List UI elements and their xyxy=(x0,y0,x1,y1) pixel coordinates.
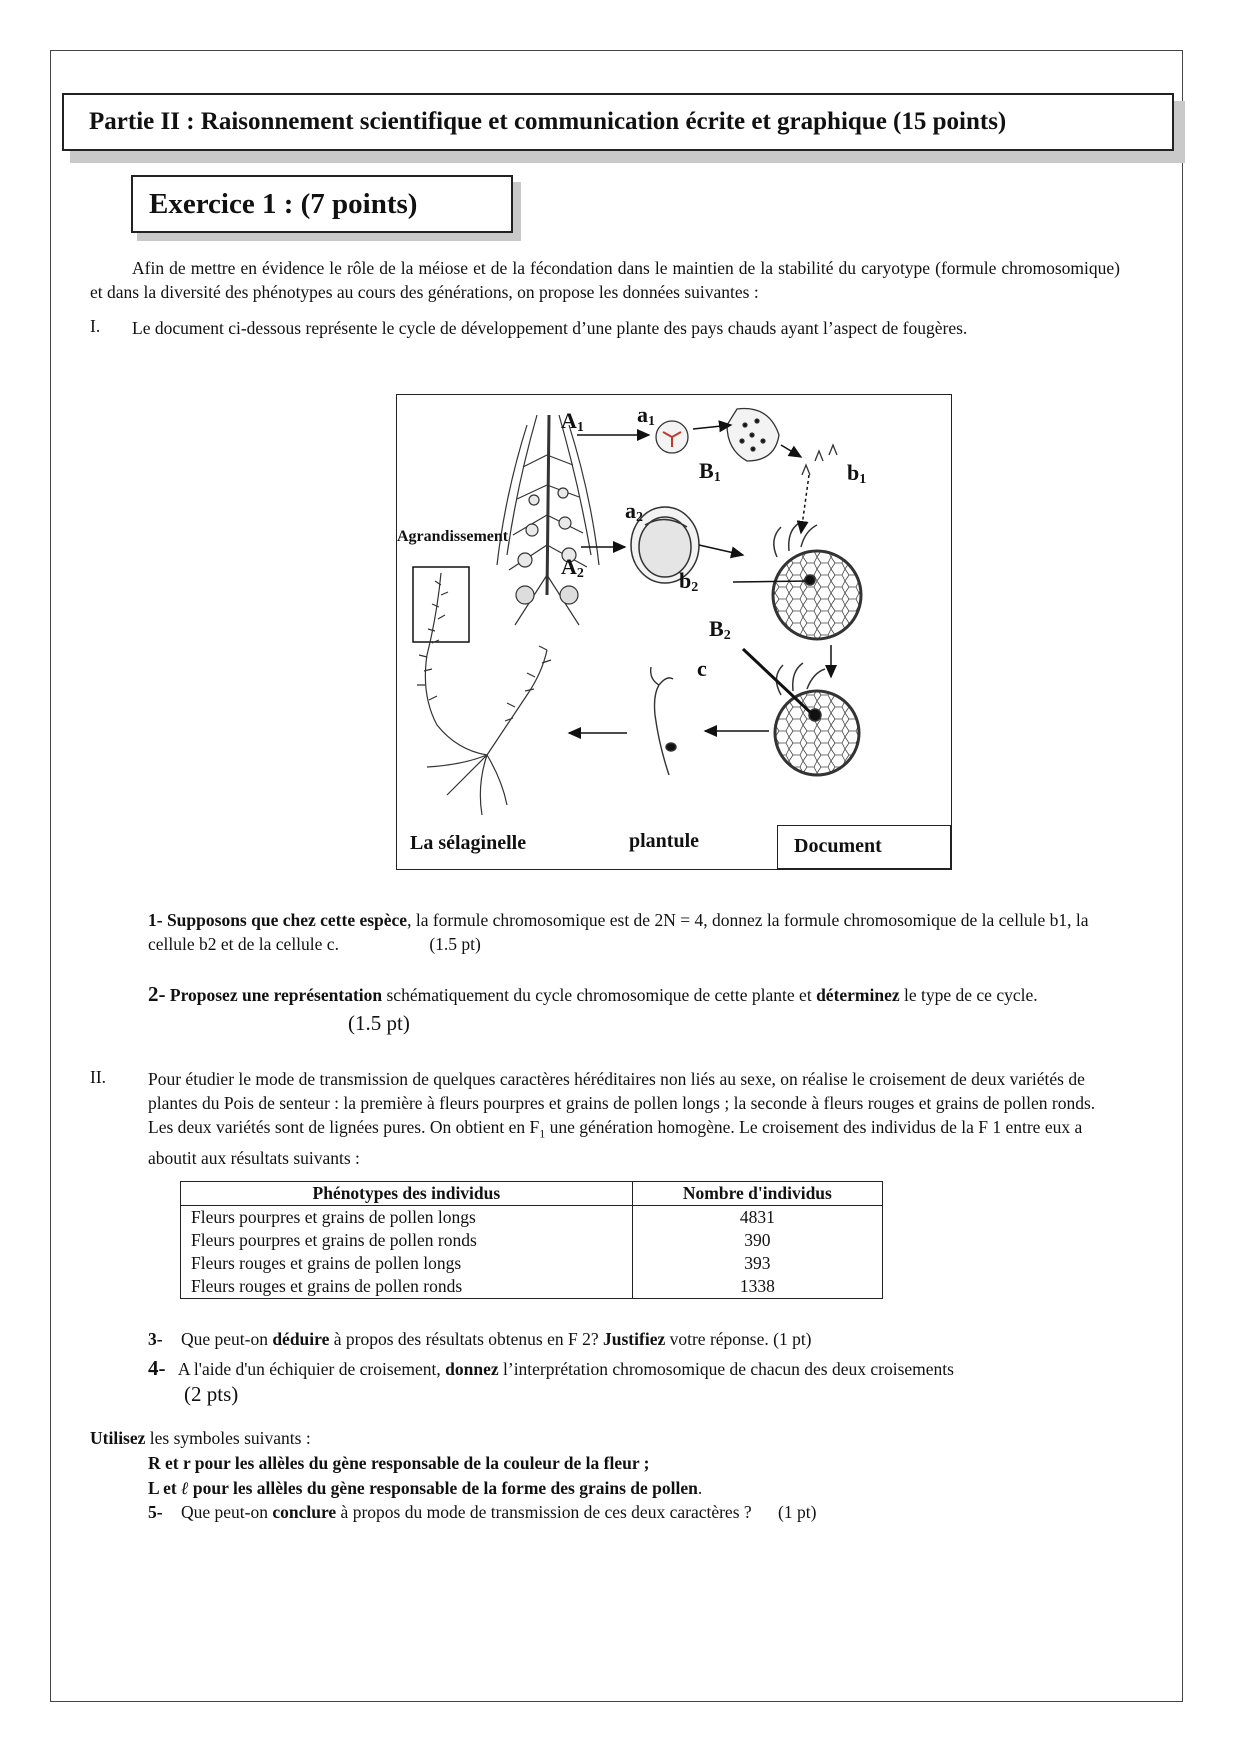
label-a2: $a_2$ xyxy=(625,498,643,525)
phenotype-cell: Fleurs pourpres et grains de pollen longs xyxy=(181,1206,633,1230)
label-plantule: plantule xyxy=(629,830,700,852)
question-1 xyxy=(148,908,1108,956)
strobilus-illustration xyxy=(497,415,599,625)
section-2-number: II. xyxy=(90,1067,107,1087)
table-row xyxy=(181,1275,883,1299)
life-cycle-diagram xyxy=(396,394,952,870)
section-2-text: Pour étudier le mode de transmission de quelques caractères héréditaires non liés au sexe, on réalise le croisement de deux variétés de plantes du Pois de senteur : la première à fleurs pourpres et grains de pollen longs ; la seconde à fleurs rouges et grains de pollen ronds. Les deux variétés sont de lignées pures. On obtient en $F_1$ une génération homogène. Le croisement des individus de la F 1 entre eux a aboutit aux résultats suivants : xyxy=(148,1069,1096,1168)
c-pointer xyxy=(743,649,811,713)
q4-points: (2 pts) xyxy=(184,1382,239,1406)
partie-header xyxy=(62,93,1174,151)
section-1-text xyxy=(132,316,1120,340)
table-row xyxy=(181,1206,883,1230)
microspores-b1 xyxy=(727,409,837,475)
symbols-line-1: R et r pour les allèles du gène responsable de la couleur de la fleur ; xyxy=(148,1453,650,1473)
lowercase-l-symbol: ℓ xyxy=(181,1478,189,1498)
symbols-intro: Utilisez les symboles suivants : xyxy=(90,1428,311,1448)
q3-number: 3- xyxy=(148,1329,163,1349)
microsporangium-a1 xyxy=(656,421,688,453)
b2-pointer xyxy=(733,581,809,582)
question-4: 4- A l'aide d'un échiquier de croisement, donnez l’interprétation chromosomique de chacun des deux croisements xyxy=(148,1356,954,1380)
fertilized-gametophyte-c xyxy=(775,663,859,775)
label-b1: $b_1$ xyxy=(847,460,867,487)
label-c: c xyxy=(697,656,707,681)
table-row xyxy=(181,1229,883,1252)
count-cell: 4831 xyxy=(632,1206,882,1230)
question-2 xyxy=(148,980,1108,1038)
label-A2: $A_2$ xyxy=(561,554,584,581)
count-cell: 393 xyxy=(632,1252,882,1275)
label-selaginelle: La sélaginelle xyxy=(410,832,527,854)
q2-text-1: schématiquement du cycle chromosomique de cette plante et xyxy=(382,985,817,1005)
count-cell: 1338 xyxy=(632,1275,882,1299)
section-1-sentence: Le document ci-dessous représente le cycle de développement d’une plante des pays chauds ayant l’aspect de fougères. xyxy=(132,318,968,338)
q5-number: 5- xyxy=(148,1502,163,1522)
q2-text-2: le type de ce cycle. xyxy=(899,985,1038,1005)
q2-points: (1.5 pt) xyxy=(348,1011,410,1035)
phenotype-cell: Fleurs pourpres et grains de pollen ronds xyxy=(181,1229,633,1252)
exercise-title: Exercice 1 : (7 points) xyxy=(149,188,418,220)
count-cell: 390 xyxy=(632,1229,882,1252)
table-header-phenotype: Phénotypes des individus xyxy=(181,1182,633,1206)
q1-points: (1.5 pt) xyxy=(429,934,481,954)
q1-text: , la formule chromosomique est de 2N = 4, donnez la formule chromosomique de la cellule b1, la cellule b2 et de la cellule c. xyxy=(148,910,1089,954)
document-caption: Document xyxy=(777,825,951,869)
label-B1: $B_1$ xyxy=(699,458,721,485)
label-B2: $B_2$ xyxy=(709,616,731,643)
q2-verb: déterminez xyxy=(816,985,900,1005)
label-agrandissement: Agrandissement xyxy=(397,528,509,545)
label-b2: $b_2$ xyxy=(679,568,699,595)
phenotype-cell: Fleurs rouges et grains de pollen ronds xyxy=(181,1275,633,1299)
partie-title: Partie II : Raisonnement scientifique et communication écrite et graphique (15 points) xyxy=(89,108,1007,135)
selaginella-illustration xyxy=(417,573,551,815)
exercise-header xyxy=(131,175,513,233)
q5-points: (1 pt) xyxy=(778,1502,817,1522)
label-a1: $a_1$ xyxy=(637,402,655,429)
section-1-number: I. xyxy=(90,316,101,336)
symbols-line-2: L et ℓ pour les allèles du gène responsable de la forme des grains de pollen. xyxy=(148,1478,703,1498)
q4-number: 4- xyxy=(148,1356,166,1380)
phenotype-cell: Fleurs rouges et grains de pollen longs xyxy=(181,1252,633,1275)
intro-paragraph: Afin de mettre en évidence le rôle de la méiose et de la fécondation dans le maintien de la stabilité du caryotype (formule chromosomique) et dans la diversité des phénotypes au cours des générations, on propose les données suivantes : xyxy=(90,258,1120,302)
table-row xyxy=(181,1252,883,1275)
q2-number: 2- xyxy=(148,982,166,1006)
label-A1: $A_1$ xyxy=(561,408,584,435)
results-table xyxy=(180,1181,883,1299)
table-header-count: Nombre d'individus xyxy=(632,1182,882,1206)
question-3: 3- Que peut-on déduire à propos des résultats obtenus en F 2? Justifiez votre réponse. (1 pt) xyxy=(148,1329,812,1349)
plantule-illustration xyxy=(651,667,676,775)
life-cycle-illustration xyxy=(397,395,953,871)
q1-lead: 1- Supposons que chez cette espèce xyxy=(148,910,408,930)
q2-lead: Proposez une représentation xyxy=(169,985,383,1005)
table-header-row xyxy=(181,1182,883,1206)
question-5: 5- Que peut-on conclure à propos du mode de transmission de ces deux caractères ? (1 pt) xyxy=(148,1502,817,1522)
